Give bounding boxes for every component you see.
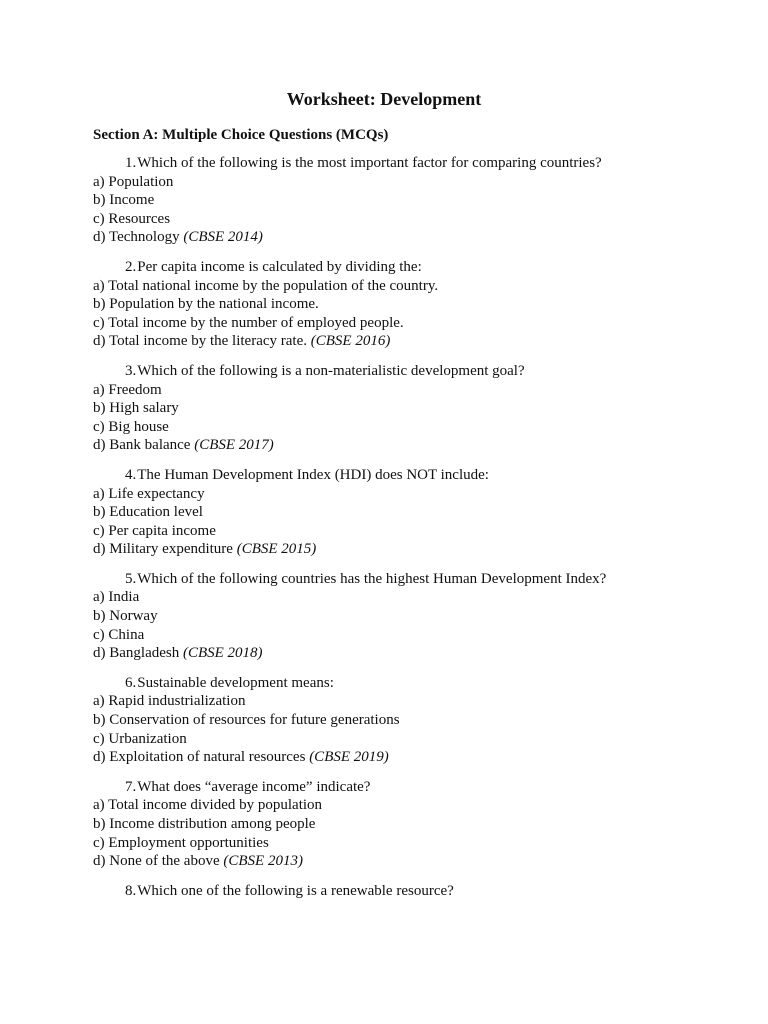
question-text: Which of the following countries has the highest Human Development Index? bbox=[137, 570, 607, 587]
question-1-stem bbox=[93, 154, 673, 173]
question-6-stem bbox=[93, 674, 673, 693]
question-number: 4. bbox=[125, 466, 137, 483]
option-d bbox=[93, 748, 673, 767]
question-number: 2. bbox=[125, 258, 137, 275]
question-text: Which of the following is the most important factor for comparing countries? bbox=[137, 155, 602, 171]
question-number: 7. bbox=[125, 778, 137, 795]
question-text: What does “average income” indicate? bbox=[137, 778, 371, 795]
option-d-text: d) Bank balance bbox=[93, 437, 191, 454]
option-a: a) Total national income by the population of the country. bbox=[93, 277, 439, 294]
option-d bbox=[93, 332, 673, 351]
option-d-text: d) Technology bbox=[93, 229, 180, 246]
source-citation: (CBSE 2018) bbox=[182, 645, 263, 662]
question-2 bbox=[93, 258, 673, 351]
question-8 bbox=[93, 882, 673, 901]
question-8-stem bbox=[93, 882, 673, 901]
option-c: c) Urbanization bbox=[93, 730, 187, 747]
option-a: a) Rapid industrialization bbox=[93, 693, 246, 710]
question-7 bbox=[93, 778, 673, 871]
option-b: b) Conservation of resources for future generations bbox=[93, 712, 400, 729]
source-citation: (CBSE 2019) bbox=[309, 749, 389, 766]
question-6 bbox=[93, 674, 673, 767]
source-citation: (CBSE 2017) bbox=[194, 437, 274, 454]
option-a: a) Freedom bbox=[93, 381, 162, 398]
source-citation: (CBSE 2013) bbox=[223, 853, 303, 870]
option-a: a) Population bbox=[93, 173, 174, 190]
question-list bbox=[93, 154, 673, 911]
option-a: a) Life expectancy bbox=[93, 485, 205, 502]
question-number: 5. bbox=[125, 570, 137, 587]
option-d bbox=[93, 852, 673, 871]
option-b: b) Population by the national income. bbox=[93, 296, 319, 313]
option-d-text: d) Military expenditure bbox=[93, 541, 233, 558]
option-d bbox=[93, 540, 673, 559]
option-c: c) China bbox=[93, 626, 145, 643]
option-c: c) Big house bbox=[93, 418, 169, 435]
question-number: 1. bbox=[125, 155, 137, 171]
option-b: b) Income distribution among people bbox=[93, 816, 316, 832]
question-2-stem bbox=[93, 258, 673, 277]
question-3-stem bbox=[93, 362, 673, 381]
option-b: b) Income bbox=[93, 192, 155, 209]
page-title: Worksheet: Development bbox=[286, 89, 482, 109]
question-text: Which one of the following is a renewable resource? bbox=[137, 882, 454, 899]
question-text: Sustainable development means: bbox=[137, 674, 334, 691]
source-citation: (CBSE 2015) bbox=[236, 541, 317, 558]
question-text: Which of the following is a non-materialistic development goal? bbox=[137, 362, 525, 379]
option-c: c) Per capita income bbox=[93, 522, 216, 539]
question-4 bbox=[93, 466, 673, 559]
question-text: Per capita income is calculated by dividing the: bbox=[137, 258, 422, 275]
option-d-text: d) Exploitation of natural resources bbox=[93, 749, 306, 766]
option-d bbox=[93, 644, 673, 663]
option-a: a) Total income divided by population bbox=[93, 797, 323, 814]
option-c: c) Employment opportunities bbox=[93, 834, 269, 851]
question-number: 6. bbox=[125, 674, 137, 691]
question-4-stem bbox=[93, 466, 673, 485]
section-heading: Section A: Multiple Choice Questions (MCQs) bbox=[93, 127, 389, 143]
option-b: b) High salary bbox=[93, 400, 179, 417]
source-citation: (CBSE 2016) bbox=[310, 333, 391, 350]
option-b: b) Norway bbox=[93, 608, 158, 625]
option-c: c) Total income by the number of employed people. bbox=[93, 314, 404, 331]
option-b: b) Education level bbox=[93, 504, 203, 521]
option-d-text: d) Total income by the literacy rate. bbox=[93, 333, 308, 350]
option-c: c) Resources bbox=[93, 210, 171, 227]
option-d bbox=[93, 228, 673, 247]
source-citation: (CBSE 2014) bbox=[183, 229, 263, 246]
question-text: The Human Development Index (HDI) does NOT include: bbox=[137, 466, 489, 483]
question-3 bbox=[93, 362, 673, 455]
option-a: a) India bbox=[93, 589, 140, 606]
option-d-text: d) None of the above bbox=[93, 853, 220, 870]
question-1 bbox=[93, 154, 673, 247]
question-number: 3. bbox=[125, 362, 137, 379]
option-d bbox=[93, 436, 673, 455]
question-number: 8. bbox=[125, 882, 137, 899]
option-d-text: d) Bangladesh bbox=[93, 645, 180, 662]
question-5 bbox=[93, 570, 673, 663]
question-7-stem bbox=[93, 778, 673, 797]
question-5-stem bbox=[93, 570, 673, 589]
